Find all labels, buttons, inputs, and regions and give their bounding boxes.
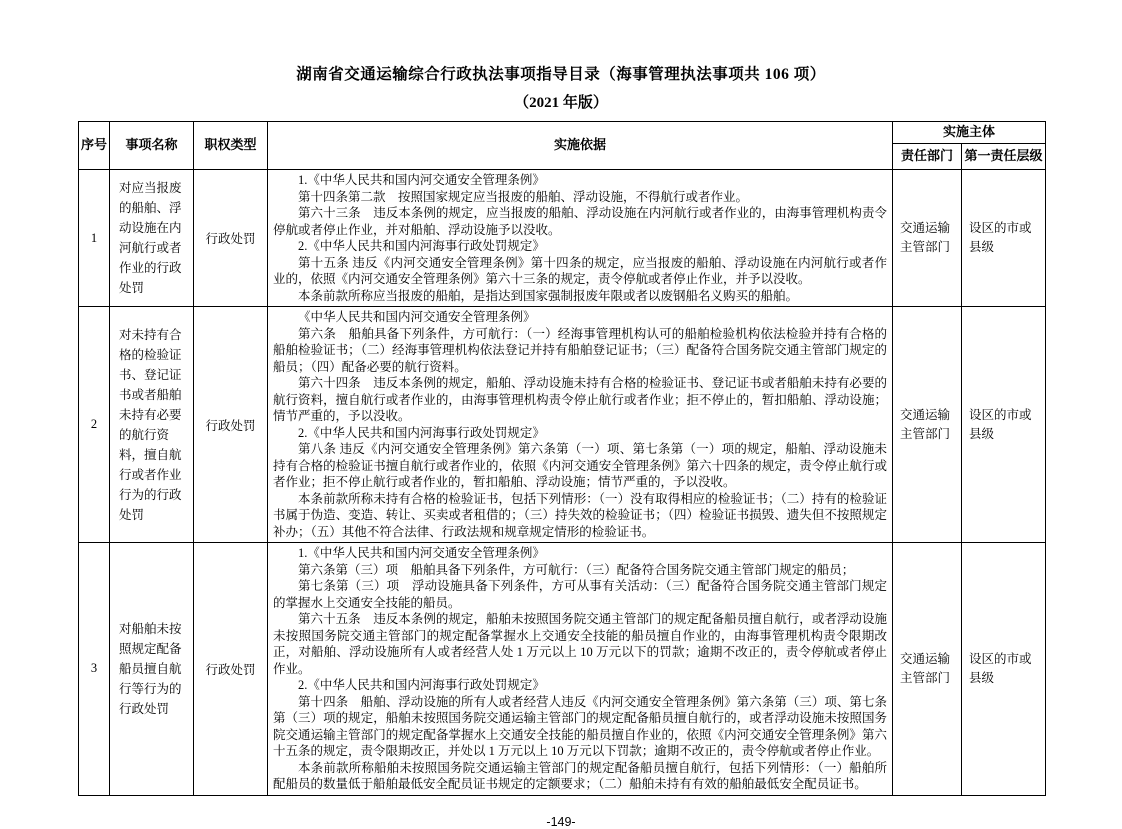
legal-basis-paragraph: 第六十四条 违反本条例的规定，船舶、浮动设施未持有合格的检验证书、登记证书或者船舶未持有必要的航行资料，擅自航行或者作业的，由海事管理机构责令停止航行或者作业；拒不停止的，暂扣船舶、浮动设施；情节严重的，予以没收。	[273, 376, 887, 423]
legal-basis-paragraph: 本条前款所称船舶未按照国务院交通运输主管部门的规定配备船员擅自航行，包括下列情形：（一）船舶所配船员的数量低于船舶最低安全配员证书规定的定额要求；（二）船舶未持有有效的船舶最低安全配员证书。	[273, 760, 887, 791]
authority-type-cell: 行政处罚	[194, 307, 268, 543]
legal-basis-paragraph: 第十五条 违反《内河交通安全管理条例》第十四条的规定，应当报废的船舶、浮动设施在内河航行或者作业的，依照《内河交通安全管理条例》第六十三条的规定，责令停航或者停止作业，并予以没收。	[273, 255, 887, 286]
first-responsibility-level-cell: 设区的市或县级	[962, 170, 1046, 307]
item-name-cell: 对船舶未按照规定配备船员擅自航行等行为的行政处罚	[110, 543, 194, 796]
table-row	[79, 170, 1046, 307]
row-index-cell: 1	[79, 170, 110, 307]
document-subtitle: （2021 年版）	[514, 95, 608, 111]
header-first-responsibility-level: 第一责任层级	[962, 144, 1046, 170]
legal-basis-paragraph: 第七条第（三）项 浮动设施具备下列条件，方可从事有关活动：（三）配备符合国务院交通主管部门规定的掌握水上交通安全技能的船员。	[273, 579, 887, 610]
table-row	[79, 307, 1046, 543]
legal-basis-paragraph: 1.《中华人民共和国内河交通安全管理条例》	[298, 173, 545, 187]
header-responsible-department: 责任部门	[893, 144, 962, 170]
legal-basis-paragraph: 《中华人民共和国内河交通安全管理条例》	[298, 310, 536, 324]
catalog-table	[78, 121, 1046, 796]
legal-basis-paragraph: 第六条第（三）项 船舶具备下列条件，方可航行：（三）配备符合国务院交通主管部门规定的船员；	[298, 562, 855, 577]
table-header-row-1	[79, 122, 1046, 144]
legal-basis-paragraph: 第六条 船舶具备下列条件，方可航行：（一）经海事管理机构认可的船舶检验机构依法检验并持有合格的船舶检验证书；（二）经海事管理机构依法登记并持有船舶登记证书；（三）配备符合国务院交通主管部门规定的船员；（四）配备必要的航行资料。	[273, 326, 887, 374]
legal-basis-cell	[268, 170, 893, 307]
table-row	[79, 543, 1046, 796]
legal-basis-paragraph: 2.《中华人民共和国内河海事行政处罚规定》	[298, 425, 545, 440]
page-number: -149-	[546, 814, 576, 829]
item-name-cell: 对应当报废的船舶、浮动设施在内河航行或者作业的行政处罚	[110, 170, 194, 307]
authority-type-cell: 行政处罚	[194, 170, 268, 307]
document-title: 湖南省交通运输综合行政执法事项指导目录（海事管理执法事项共 106 项）	[296, 66, 826, 83]
header-legal-basis: 实施依据	[268, 122, 893, 170]
legal-basis-cell	[268, 307, 893, 543]
header-implementation-subject: 实施主体	[893, 122, 1046, 144]
legal-basis-paragraph: 第六十三条 违反本条例的规定，应当报废的船舶、浮动设施在内河航行或者作业的，由海事管理机构责令停航或者停止作业，并对船舶、浮动设施予以没收。	[273, 206, 887, 237]
legal-basis-paragraph: 第六十五条 违反本条例的规定，船舶未按照国务院交通主管部门的规定配备船员擅自航行，或者浮动设施未按照国务院交通主管部门的规定配备掌握水上交通安全技能的船员擅自作业的，由海事管理机构责令限期改正，对船舶、浮动设施所有人或者经营人处 1 万元以上 10 万元以下的罚款；逾期不改正的，责令停航或者停止作业。	[273, 612, 887, 676]
responsible-department-cell: 交通运输主管部门	[893, 543, 962, 796]
first-responsibility-level-cell: 设区的市或县级	[962, 307, 1046, 543]
row-index-cell: 3	[79, 543, 110, 796]
legal-basis-paragraph: 第十四条第二款 按照国家规定应当报废的船舶、浮动设施，不得航行或者作业。	[298, 189, 749, 204]
header-index: 序号	[79, 122, 110, 170]
legal-basis-paragraph: 本条前款所称未持有合格的检验证书，包括下列情形：（一）没有取得相应的检验证书；（二）持有的检验证书属于伪造、变造、转让、买卖或者租借的；（三）持失效的检验证书；（四）检验证书损毁、遗失但不按照规定补办；（五）其他不符合法律、行政法规和规章规定情形的检验证书。	[273, 491, 887, 539]
legal-basis-paragraph: 第十四条 船舶、浮动设施的所有人或者经营人违反《内河交通安全管理条例》第六条第（三）项、第七条第（三）项的规定，船舶未按照国务院交通运输主管部门的规定配备船员擅自航行的，或者浮动设施未按照国务院交通运输主管部门的规定配备掌握水上交通安全技能的船员擅自作业的，依照《内河交通安全管理条例》第六十五条的规定，责令限期改正，并处以 1 万元以上 10 万元以下罚款；逾期不改正的，责令停航或者停止作业。	[273, 694, 887, 758]
header-authority-type: 职权类型	[194, 122, 268, 170]
header-item-name: 事项名称	[110, 122, 194, 170]
legal-basis-cell	[268, 543, 893, 796]
first-responsibility-level-cell: 设区的市或县级	[962, 543, 1046, 796]
legal-basis-paragraph: 第八条 违反《内河交通安全管理条例》第六条第（一）项、第七条第（一）项的规定，船舶、浮动设施未持有合格的检验证书擅自航行或者作业的，依照《内河交通安全管理条例》第六十四条的规定，责令停止航行或者作业；拒不停止航行或者作业的，暂扣船舶、浮动设施；情节严重的，予以没收。	[273, 442, 887, 489]
legal-basis-paragraph: 1.《中华人民共和国内河交通安全管理条例》	[298, 546, 545, 560]
authority-type-cell: 行政处罚	[194, 543, 268, 796]
legal-basis-paragraph: 本条前款所称应当报废的船舶，是指达到国家强制报废年限或者以废钢船名义购买的船舶。	[298, 288, 799, 303]
legal-basis-paragraph: 2.《中华人民共和国内河海事行政处罚规定》	[298, 678, 545, 692]
row-index-cell: 2	[79, 307, 110, 543]
item-name-cell: 对未持有合格的检验证书、登记证书或者船舶未持有必要的航行资料，擅自航行或者作业行为的行政处罚	[110, 307, 194, 543]
responsible-department-cell: 交通运输主管部门	[893, 307, 962, 543]
legal-basis-paragraph: 2.《中华人民共和国内河海事行政处罚规定》	[298, 239, 545, 253]
responsible-department-cell: 交通运输主管部门	[893, 170, 962, 307]
